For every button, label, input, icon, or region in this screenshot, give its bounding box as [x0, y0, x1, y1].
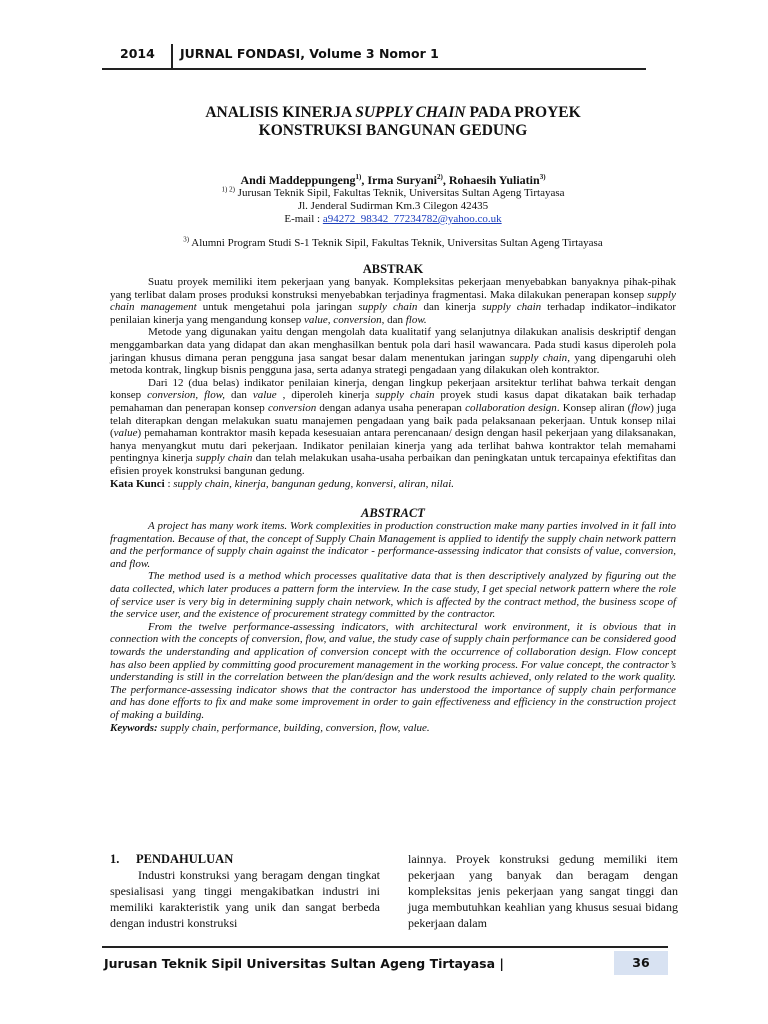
- footer-text: Jurusan Teknik Sipil Universitas Sultan Ageng Tirtayasa |: [104, 956, 504, 971]
- abstrak-heading: ABSTRAK: [362, 262, 424, 276]
- affiliation-3: [110, 237, 676, 250]
- title-line-2: KONSTRUKSI BANGUNAN GEDUNG: [258, 122, 528, 139]
- affiliation-address: Jl. Jenderal Sudirman Km.3 Cilegon 42435: [297, 200, 489, 212]
- italic-term: supply chain: [481, 301, 542, 314]
- section-number: 1.: [110, 852, 120, 866]
- abstract-paragraph-2: The method used is a method which processes qualitative data that is then descriptively analyzed by figuring out the data collected, which later produces a pattern form the interview. In the case study, I get special network pattern where the role of service user is very big in determining supply chain network, which is affected by the contract method, the business scope of the service user, and the existence of procurement strategy committed by the contractor.: [110, 570, 676, 621]
- title-part: ANALISIS KINERJA: [205, 104, 356, 121]
- left-column-text: Industri konstruksi yang beragam dengan tingkat spesialisasi yang tinggi mengakibatkan industri ini memiliki karakteristik yang unik dan sangat berbeda dengan industri konstruksi: [110, 868, 380, 930]
- italic-term: supply chain: [195, 452, 253, 465]
- text-segment: dan: [384, 313, 406, 326]
- kw-label: Kata Kunci: [110, 477, 165, 490]
- italic-term: value: [113, 427, 138, 440]
- author-name: , Irma Suryani: [361, 173, 438, 187]
- paper-front-matter: [110, 104, 676, 734]
- text-segment: dengan adanya usaha penerapan: [316, 401, 466, 414]
- text-segment: ) juga telah diterapkan dengan melakukan suatu manajemen pengadaan yang baik pada pelaksanaan pekerjaan. Untuk konsep nilai (: [110, 401, 676, 440]
- author-list: [110, 173, 676, 187]
- footer-rule: [102, 946, 668, 948]
- italic-term: conversion: [267, 401, 317, 414]
- text-segment: dan kinerja: [417, 301, 482, 314]
- section-title: PENDAHULUAN: [136, 852, 234, 866]
- italic-term: supply chain: [375, 389, 435, 402]
- page-header: [102, 40, 646, 70]
- text-segment: Suatu proyek memiliki item pekerjaan yang banyak. Kompleksitas pekerjaan menyebabkan banyaknya pihak-pihak yang terlibat dalam proses produksi konstruksi menyebabkan terjadinya fragmentasi. Maka dilakukan penerapan konsep: [110, 276, 676, 301]
- keywords: [110, 722, 676, 735]
- text-segment: untuk mengetahui pola jaringan: [196, 301, 359, 314]
- text-segment: proyek studi kasus dapat dikatakan baik terhadap pemahaman dan penerapan konsep: [110, 389, 676, 414]
- author-name: Andi Maddeppungeng: [240, 173, 356, 187]
- kw-sep: :: [164, 477, 174, 490]
- italic-term: supply chain management: [110, 288, 676, 314]
- author-sup: 2): [437, 173, 443, 181]
- section-heading: [110, 851, 380, 867]
- header-year: 2014: [120, 46, 155, 61]
- text-segment: , diperoleh kinerja: [276, 389, 376, 402]
- italic-term: flow.: [405, 313, 427, 326]
- abstrak-paragraph-3: [110, 377, 676, 478]
- author-sup: 1): [355, 173, 362, 181]
- title-italic-part: SUPPLY CHAIN: [355, 104, 466, 121]
- affil-text: Jurusan Teknik Sipil, Fakultas Teknik, Universitas Sultan Ageng Tirtayasa: [234, 187, 565, 199]
- text-segment: , yang dipengaruhi oleh metoda kontrak, lingkup bisnis pengguna jasa, serta adanya strategi pengadaan yang dilakukan oleh kontraktor.: [110, 351, 676, 377]
- text-segment: Dari 12 (dua belas) indikator penilaian kinerja, dengan lingkup pekerjaan arsitektur terlihat bahwa terkait dengan konsep: [110, 376, 676, 402]
- abstract-heading: ABSTRACT: [361, 506, 425, 521]
- email-link[interactable]: a94272_98342_77234782@yahoo.co.uk: [322, 213, 502, 225]
- abstract-paragraph-3: From the twelve performance-assessing indicators, with architectural work environment, it is obvious that in connection with the concepts of conversion, flow, and value, the study case of supply chain performance can be considered good towards the understanding and application of conversion concept with the occurrence of collaboration design. Flow concept has also been applied by committing good procurement management in the working process. For value concept, the contractor’s understanding is still in the correlation between the plan/design and the work results achieved, only related to the work quality. The performance-assessing indicator shows that the contractor has understood the importance of supply chain performance and has done efforts to fix and make some improvement in order to gain effectiveness and efficiency in the construction project of making a building.: [110, 620, 676, 721]
- text-segment: Metode yang digunakan yaitu dengan mengolah data kualitatif yang selanjutnya dilakukan analisis deskriptif dengan menggambarkan data yang didapat dan akan menghasilkan bentuk pola dari hasil wawancara. Pada studi kasus diperoleh pola jaringan khusus dimana peran pengguna jasa sangat besar dalam menentukan jaringan: [110, 326, 676, 364]
- affil-sup: 3): [183, 235, 190, 244]
- kw-label: Keywords:: [110, 721, 158, 734]
- page-number-box: [614, 951, 668, 975]
- italic-term: value, conversion,: [303, 313, 385, 326]
- kw-values: supply chain, kinerja, bangunan gedung, konversi, aliran, nilai.: [173, 477, 455, 490]
- header-divider: [171, 44, 173, 70]
- page-footer: [102, 946, 668, 980]
- affil-text: Alumni Program Studi S-1 Teknik Sipil, Fakultas Teknik, Universitas Sultan Ageng Tirtayasa: [189, 237, 603, 249]
- affil-sup: 1) 2): [221, 185, 235, 194]
- affiliation-1: [110, 187, 676, 200]
- kata-kunci: [110, 478, 676, 491]
- abstract-paragraph-1: A project has many work items. Work complexities in production construction make many parties involved in it fall into fragmentation. Because of that, the concept of Supply Chain Management is applied to identify the supply chain network pattern and the performance of supply chain against the indicator - performance-assessing indicator that consists of value, conversion, and flow.: [110, 520, 676, 570]
- paper-title: [110, 104, 676, 140]
- italic-term: flow: [631, 401, 651, 414]
- body-columns: [110, 851, 676, 937]
- italic-term: conversion, flow,: [147, 389, 226, 402]
- italic-term: collaboration design: [465, 401, 557, 414]
- italic-term: value: [252, 389, 277, 402]
- left-column: [110, 851, 380, 931]
- page-number: 36: [632, 955, 650, 970]
- text-segment: ) pemahaman kontraktor masih kepada kesesuaian antara perencanaan/ design dengan hasil pekerjaan yang dilaksanakan, hanya menyangkut mutu dari pekerjaan. Indikator penilaian kinerja yang ada terlihat bahwa kontraktor telah memahami pentingnya kinerja: [110, 427, 676, 465]
- header-rule: [102, 68, 646, 70]
- email-label: E-mail :: [284, 213, 323, 225]
- author-name: , Rohaesih Yuliatin: [442, 173, 540, 187]
- italic-term: supply chain: [509, 351, 568, 364]
- text-segment: dan: [225, 389, 253, 402]
- author-sup: 3): [539, 173, 546, 181]
- italic-term: supply chain: [358, 301, 418, 314]
- kw-values: supply chain, performance, building, conversion, flow, value.: [157, 721, 430, 734]
- abstrak-paragraph-2: [110, 326, 676, 376]
- text-segment: dan telah melakukan usaha-usaha perbaikan dan peningkatan untuk tercapainya efektifitas dan efisien proyek konstruksi bangunan gedung.: [110, 452, 676, 477]
- right-column-text: lainnya. Proyek konstruksi gedung memiliki item pekerjaan yang banyak dan beragam dengan kompleksitas jenis pekerjaan yang sangat tinggi dan juga membutuhkan keahlian yang khusus sesuai bidang pekerjaan dalam: [408, 852, 678, 930]
- text-segment: . Konsep aliran (: [556, 401, 632, 414]
- header-journal: JURNAL FONDASI, Volume 3 Nomor 1: [180, 46, 439, 61]
- email-line: [110, 213, 676, 226]
- text-segment: terhadap indikator–indikator penilaian kinerja yang mengandung konsep: [110, 301, 676, 326]
- right-column: [408, 851, 678, 931]
- abstrak-paragraph-1: [110, 276, 676, 326]
- title-part: PADA PROYEK: [465, 104, 581, 121]
